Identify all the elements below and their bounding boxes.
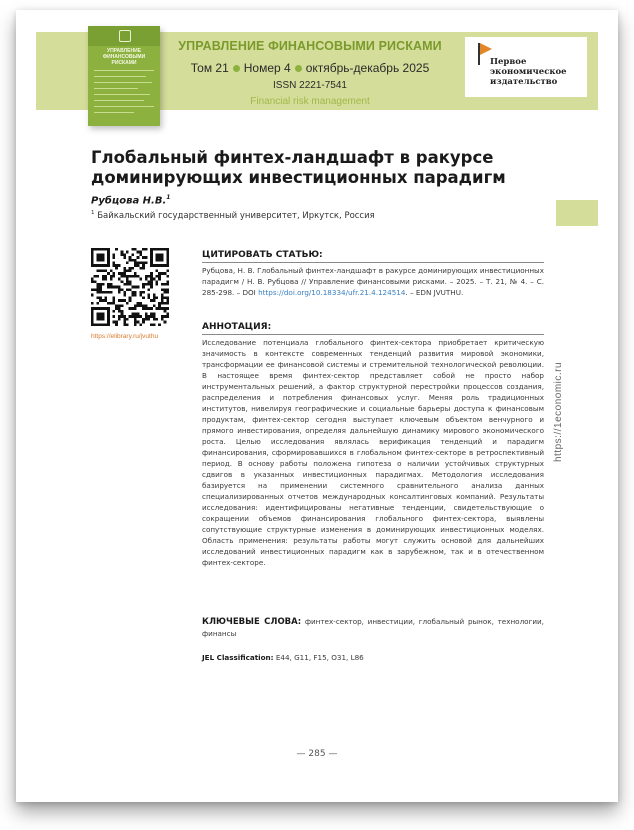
author-text: Рубцова Н.В. <box>91 195 167 207</box>
cover-logo-icon <box>119 30 131 42</box>
volume: Том 21 <box>190 61 229 75</box>
keywords-block <box>202 616 544 639</box>
qr-link[interactable]: https://elibrary.ru/jvuthu <box>91 333 159 340</box>
bullet-dot-icon <box>295 65 302 72</box>
issue-period: октябрь-декабрь 2025 <box>305 61 430 75</box>
citation-body: Рубцова, Н. В. Глобальный финтех-ландшафт в ракурсе доминирующих инвестиционных парадигм / Н. В. Рубцова // Управление финансовыми рисками. – 2025. – Т. 21, № 4. – С. 285-298. – DOI <box>202 266 544 297</box>
cover-decor-line <box>94 106 154 107</box>
side-tab <box>556 200 598 226</box>
citation-edn: . – EDN JVUTHU. <box>405 288 464 297</box>
cover-decor-line <box>94 82 152 83</box>
keywords-label: КЛЮЧЕВЫЕ СЛОВА: <box>202 617 302 627</box>
article-title: Глобальный финтех-ландшафт в ракурсе доминирующих инвестиционных парадигм <box>91 148 506 187</box>
affiliation <box>91 210 511 221</box>
issue-number: Номер 4 <box>243 61 291 75</box>
cover-title: УПРАВЛЕНИЕ ФИНАНСОВЫМИ РИСКАМИ <box>102 48 146 66</box>
keywords-text: финтех-сектор, инвестиции, глобальный рынок, технологии, финансы <box>202 617 544 638</box>
affiliation-sup: 1 <box>91 210 95 216</box>
doi-link[interactable]: https://doi.org/10.18334/ufr.21.4.124514 <box>258 288 406 297</box>
page-number: — 285 — <box>296 749 338 759</box>
abstract-heading: АННОТАЦИЯ: <box>202 322 544 335</box>
jel-block <box>202 652 544 663</box>
issue-line <box>170 61 450 75</box>
cover-decor-line <box>94 76 146 77</box>
cover-decor-line <box>94 88 138 89</box>
citation-text <box>202 265 544 298</box>
cover-decor-line <box>94 94 150 95</box>
bullet-dot-icon <box>233 65 240 72</box>
publisher-logo <box>465 37 587 97</box>
jel-codes: E44, G11, F15, O31, L86 <box>275 653 364 662</box>
author-name <box>91 194 170 206</box>
abstract-text: Исследование потенциала глобального финтех-сектора приобретает критическую значимость в контексте современных тенденций развития мировой экономики, трансформации ее финансовой системы и стремительной технологической революции. В настоящее время финтех-сектор представляет собой не просто набор инструментальных решений, а фактор структурной перестройки процессов создания, распределения и потребления финансовых услуг. Меняя роль традиционных институтов, нивелируя географические и социальные барьеры доступа к финансовым продуктам, финтех-сектор сегодня выступает ключевым объектом венчурного и прямого инвестирования, определяя дальнейшую динамику мирового экономического роста. Целью исследования являлась верификация тенденций и парадигм финансирования, сформировавшихся в глобальном финтех-секторе в ретроспективный период. В основу работы положена гипотеза о наличии устойчивых структурных сдвигов в указанных инвестиционных парадигмах. Методология исследования базируется на применении системного сравнительного анализа данных специализированных отчетов международных консалтинговых компаний. Результаты исследования: идентифицированы негативные тенденции, свидетельствующие о сокращении объемов финансирования глобального финтех-сектора, выявлены сопутствующие структурные изменения в доминирующих инвестиционных моделях. Область применения: результаты работы могут служить основой для дальнейших исследований инвестиционных парадигм как в зарубежном, так и в отечественном финтех-секторе. <box>202 338 544 567</box>
qr-code-icon[interactable] <box>91 248 169 326</box>
cover-decor-line <box>94 100 144 101</box>
author-sup: 1 <box>166 194 171 201</box>
journal-title: УПРАВЛЕНИЕ ФИНАНСОВЫМИ РИСКАМИ <box>178 39 442 53</box>
cover-decor-line <box>94 112 134 113</box>
issn: ISSN 2221-7541 <box>273 80 347 91</box>
citation-heading: ЦИТИРОВАТЬ СТАТЬЮ: <box>202 250 544 263</box>
jel-label: JEL Classification: <box>202 653 274 662</box>
side-url-link[interactable]: https://1economic.ru <box>553 361 564 462</box>
flag-icon <box>480 43 492 55</box>
publisher-name: Первое экономическое издательство <box>490 57 567 87</box>
affiliation-text: Байкальский государственный университет, Иркутск, Россия <box>97 210 375 221</box>
cover-decor-line <box>94 70 154 71</box>
journal-cover-image <box>88 26 160 126</box>
journal-title-en: Financial risk management <box>250 96 370 107</box>
